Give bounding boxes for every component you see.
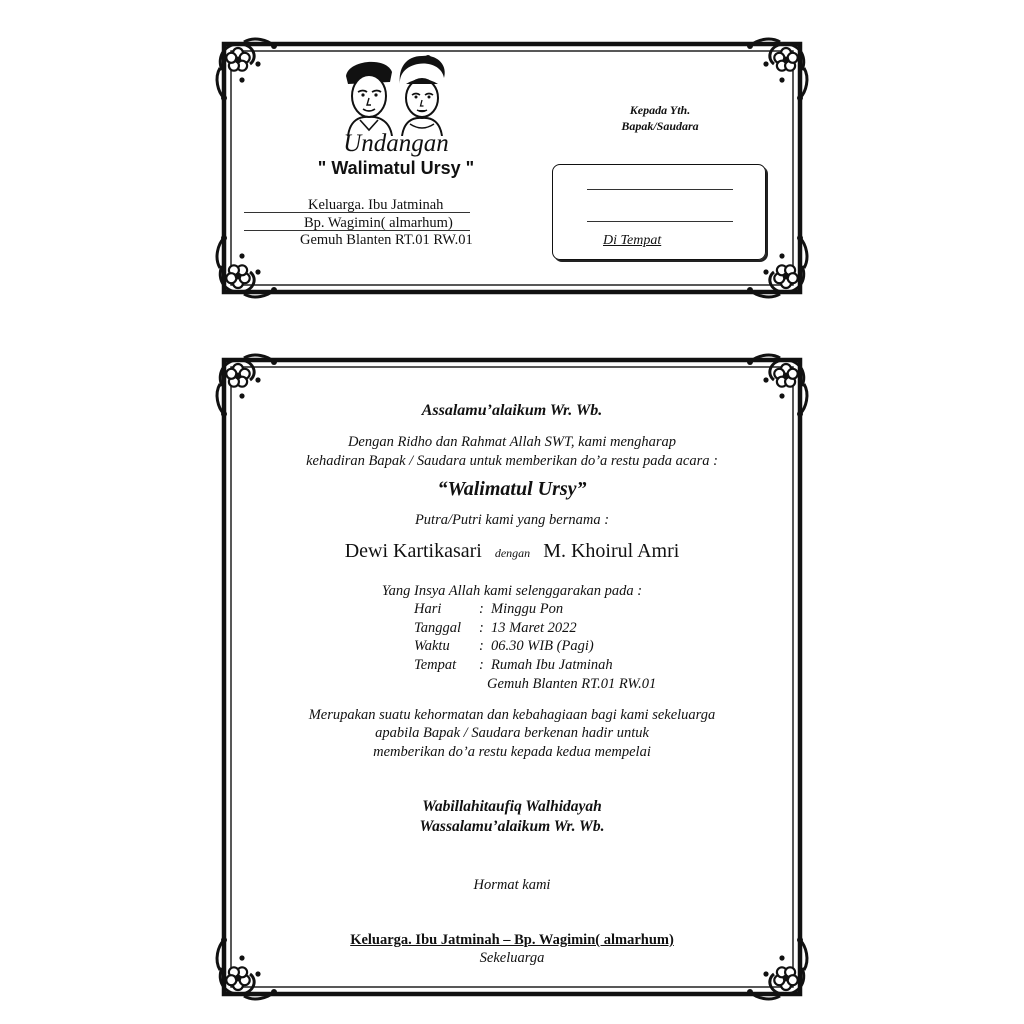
schedule-colon: :: [479, 638, 484, 654]
venue-address: Gemuh Blanten RT.01 RW.01: [487, 676, 657, 692]
wabillahi-line: Wabillahitaufiq Walhidayah: [422, 798, 602, 815]
schedule-label-place: Tempat: [414, 657, 457, 673]
envelope-title: Undangan: [343, 130, 449, 157]
di-tempat-label: Di Tempat: [603, 233, 662, 248]
bride-name: Dewi Kartikasari: [344, 540, 482, 562]
envelope-address: Gemuh Blanten RT.01 RW.01: [300, 232, 473, 248]
closing-line-3: memberikan do’a restu kepada kedua mempelai: [373, 744, 651, 760]
schedule-intro: Yang Insya Allah kami selenggarakan pada :: [381, 583, 643, 599]
couple-illustration-icon: [340, 54, 452, 136]
schedule-colon: :: [479, 620, 484, 636]
envelope-recipient-heading: [610, 102, 710, 134]
closing-line-1: Merupakan suatu kehormatan dan kebahagiaan bagi kami sekeluarga: [308, 707, 716, 723]
schedule-label-date: Tanggal: [414, 620, 462, 636]
kepada-line-2: Bapak/Saudara: [621, 119, 699, 133]
schedule-label-time: Waktu: [414, 638, 450, 654]
closing-salam: Wassalamu’alaikum Wr. Wb.: [419, 818, 605, 835]
hormat-kami: Hormat kami: [473, 877, 551, 893]
schedule-value-day: Minggu Pon: [491, 601, 564, 617]
couple-names: [214, 540, 810, 563]
envelope-event-name: " Walimatul Ursy ": [317, 158, 475, 178]
intro-line-2: kehadiran Bapak / Saudara untuk memberikan do’a restu pada acara :: [306, 453, 718, 469]
event-title: “Walimatul Ursy”: [437, 478, 587, 500]
schedule-colon: :: [479, 601, 484, 617]
intro-line-1: Dengan Ridho dan Rahmat Allah SWT, kami mengharap: [347, 434, 677, 450]
envelope-card: [214, 36, 810, 300]
greeting: Assalamu’alaikum Wr. Wb.: [421, 402, 603, 419]
address-blank-line: [587, 221, 733, 222]
groom-name: M. Khoirul Amri: [543, 540, 680, 562]
schedule-value-date: 13 Maret 2022: [491, 620, 577, 636]
kepada-line-1: Kepada Yth.: [629, 103, 691, 117]
schedule-colon: :: [479, 657, 484, 673]
conjunction: dengan: [494, 546, 531, 560]
schedule-value-time: 06.30 WIB (Pagi): [491, 638, 594, 654]
recipient-address-box: [552, 164, 766, 260]
invitation-card: [214, 352, 810, 1002]
divider: [244, 212, 470, 213]
signature-family: Keluarga. Ibu Jatminah – Bp. Wagimin( almarhum): [350, 932, 674, 948]
envelope-family-line-1: Keluarga. Ibu Jatminah: [308, 197, 444, 213]
address-blank-line: [587, 189, 733, 190]
schedule-label-day: Hari: [414, 601, 442, 617]
children-intro: Putra/Putri kami yang bernama :: [414, 512, 610, 528]
envelope-family-line-2: Bp. Wagimin( almarhum): [304, 215, 453, 231]
sekeluarga: Sekeluarga: [479, 950, 545, 966]
schedule-value-place: Rumah Ibu Jatminah: [491, 657, 613, 673]
closing-line-2: apabila Bapak / Saudara berkenan hadir untuk: [375, 725, 649, 741]
